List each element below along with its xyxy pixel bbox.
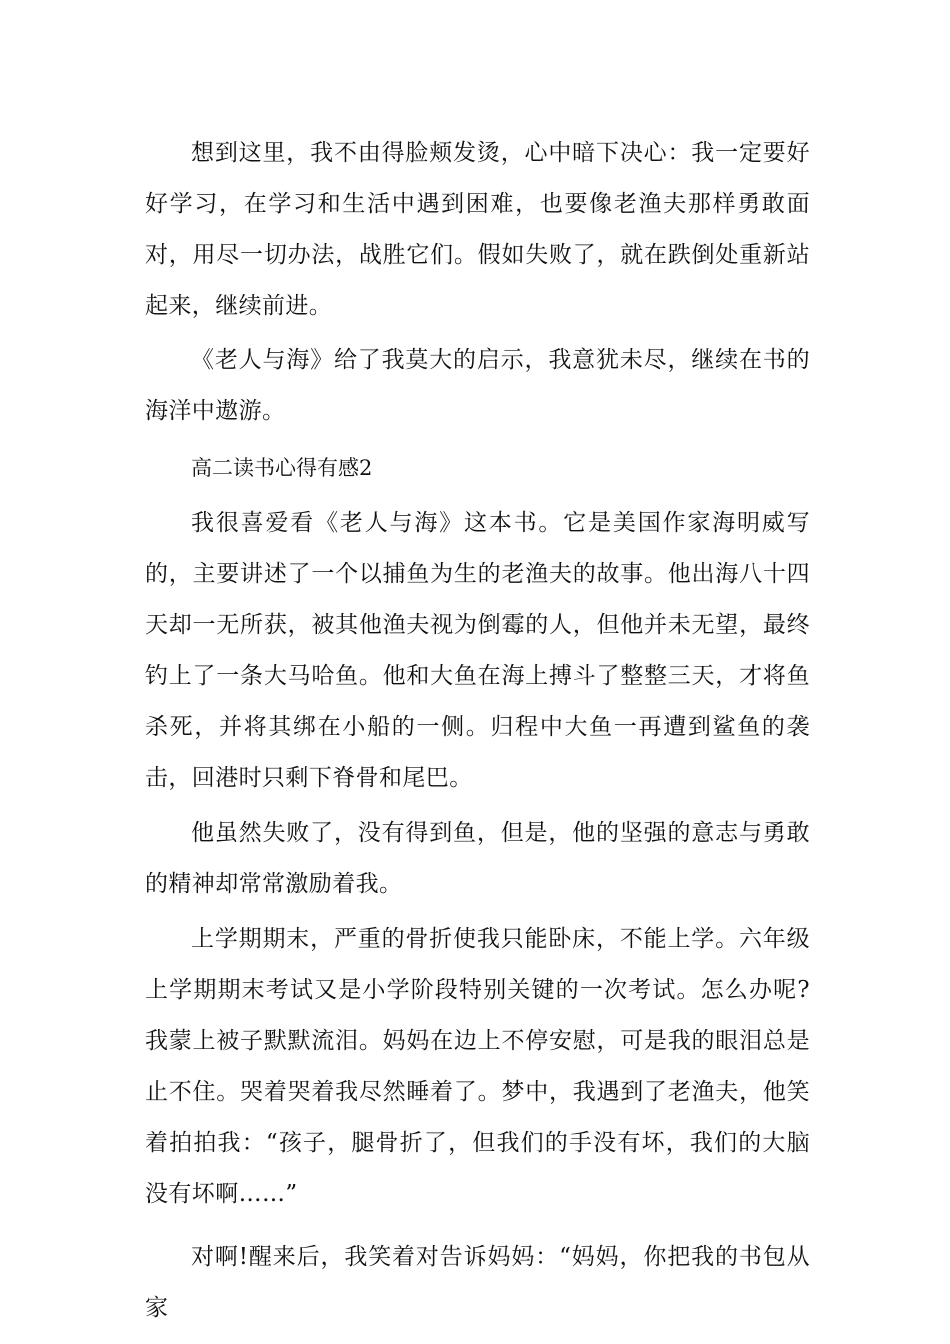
paragraph-fracture-story: 上学期期末，严重的骨折使我只能卧床，不能上学。六年级上学期期末考试又是小学阶段特别关键的一次考试。怎么办呢?我蒙上被子默默流泪。妈妈在边上不停安慰，可是我的眼泪总是止不住。哭着哭着我尽然睡着了。梦中，我遇到了老渔夫，他笑着拍拍我：“孩子，腿骨折了，但我们的手没有坏，我们的大脑没有坏啊……” (145, 926, 810, 1207)
section-heading: 高二读书心得有感2 (191, 456, 373, 480)
document-body (145, 128, 810, 1334)
paragraph-inspiration: 《老人与海》给了我莫大的启示，我意犹未尽，继续在书的海洋中遨游。 (145, 347, 810, 424)
paragraph-book-summary: 我很喜爱看《老人与海》这本书。它是美国作家海明威写的，主要讲述了一个以捕鱼为生的老渔夫的故事。他出海八十四天却一无所获，被其他渔夫视为倒霉的人，但他并未无望，最终钓上了一条大马哈鱼。他和大鱼在海上搏斗了整整三天，才将鱼杀死，并将其绑在小船的一侧。归程中大鱼一再遭到鲨鱼的袭击，回港时只剩下脊骨和尾巴。 (145, 510, 810, 791)
paragraph-resolution: 想到这里，我不由得脸颊发烫，心中暗下决心：我一定要好好学习，在学习和生活中遇到困难，也要像老渔夫那样勇敢面对，用尽一切办法，战胜它们。假如失败了，就在跌倒处重新站起来，继续前进。 (145, 140, 810, 319)
paragraph-encouragement: 他虽然失败了，没有得到鱼，但是，他的坚强的意志与勇敢的精神却常常激励着我。 (145, 820, 810, 897)
paragraph-awakening: 对啊!醒来后，我笑着对告诉妈妈：“妈妈，你把我的书包从家 (145, 1244, 810, 1321)
